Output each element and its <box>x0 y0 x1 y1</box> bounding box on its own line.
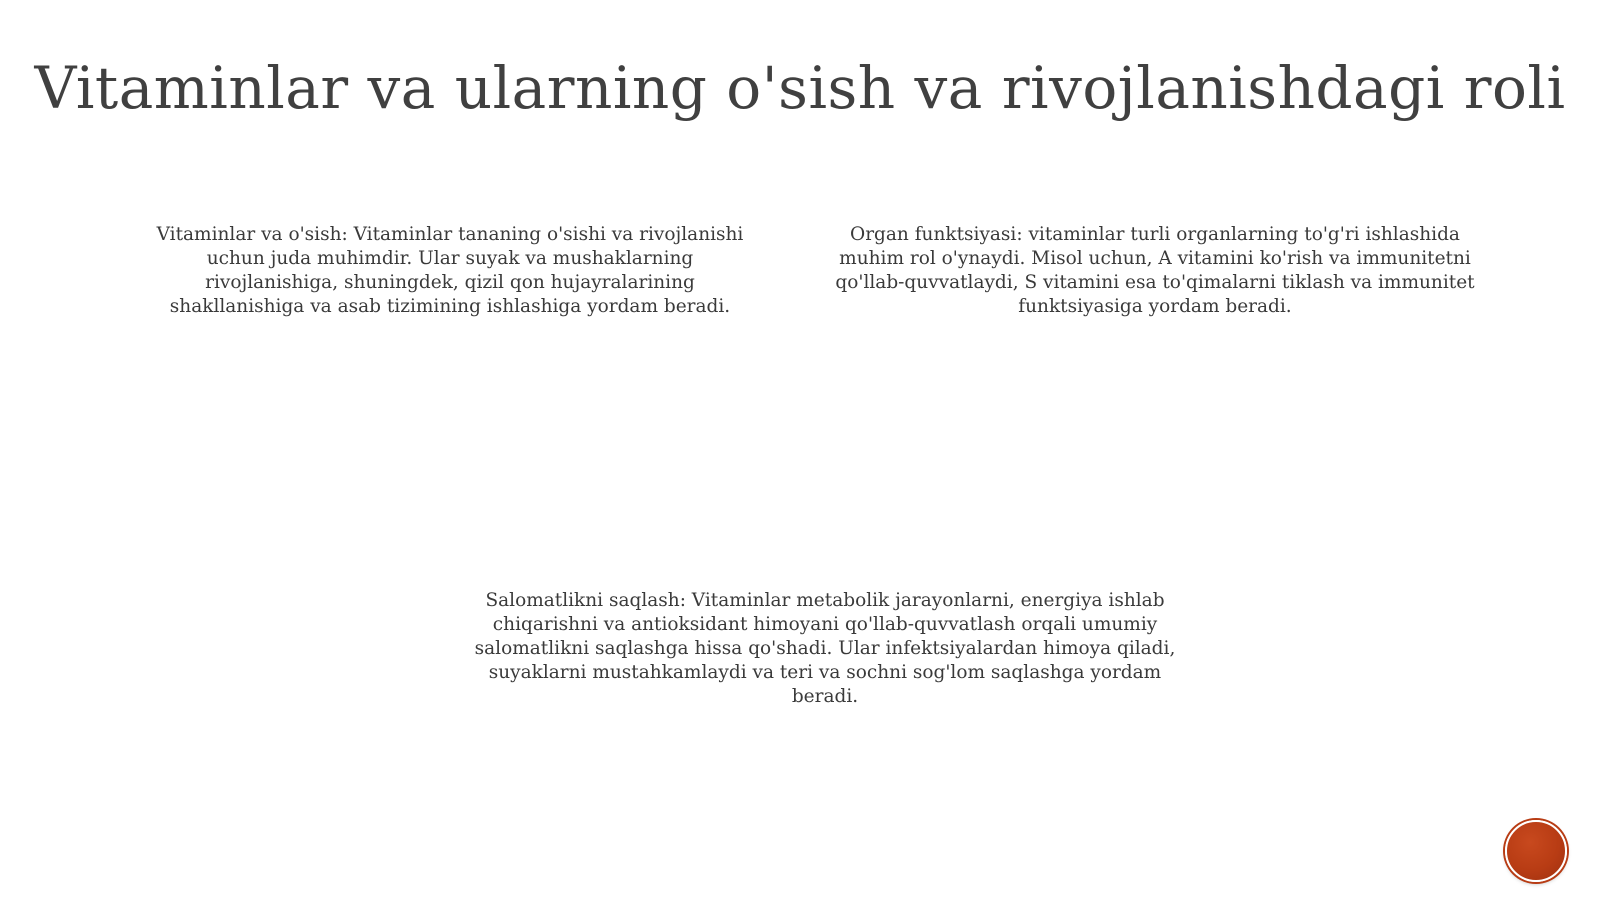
slide-nav-button[interactable] <box>1505 820 1567 882</box>
text-block-growth: Vitaminlar va o'sish: Vitaminlar tananing o'sishi va rivojlanishi uchun juda muhimdir. Ular suyak va mushaklarning rivojlanishiga, shuningdek, qizil qon hujayralarining shakllanishiga va asab tizimining ishlashiga yordam beradi. <box>156 224 744 317</box>
slide-title: Vitaminlar va ularning o'sish va rivojlanishdagi roli <box>34 54 1566 122</box>
text-block-organ-function: Organ funktsiyasi: vitaminlar turli organlarning to'g'ri ishlashida muhim rol o'ynaydi. Misol uchun, A vitamini ko'rish va immunitetni qo'llab-quvvatlaydi, S vitamini esa to'qimalarni tiklash va immunitet funktsiyasiga yordam beradi. <box>835 224 1475 317</box>
text-block-health: Salomatlikni saqlash: Vitaminlar metabolik jarayonlarni, energiya ishlab chiqarishni va antioksidant himoyani qo'llab-quvvatlash orqali umumiy salomatlikni saqlashga hissa qo'shadi. Ular infektsiyalardan himoya qiladi, suyaklarni mustahkamlaydi va teri va sochni sog'lom saqlashga yordam beradi. <box>474 590 1176 707</box>
